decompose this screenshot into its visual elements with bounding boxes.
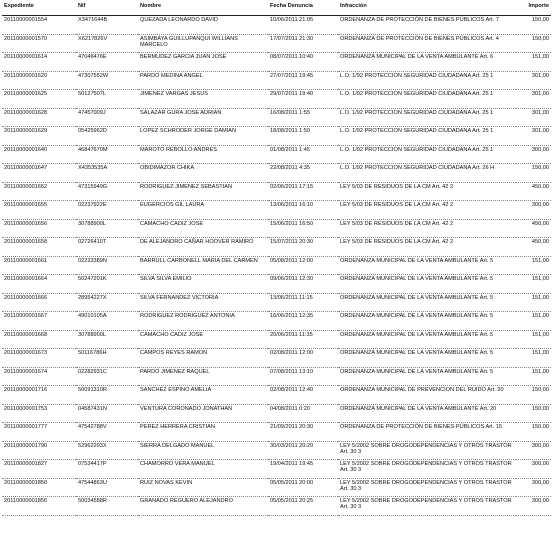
nombre-cell: SILVA FERNANDEZ VICTORIA	[138, 293, 268, 312]
table-row	[2, 108, 551, 127]
infraccion-cell: LEY 5/2002 SOBRE DROGODEPENDENCIAS Y OTROS TRASTOR Art. 30 3	[338, 441, 516, 460]
expediente-cell: 20110000001661	[2, 256, 76, 275]
importe-cell: 300,00	[516, 441, 551, 460]
nif-cell: 02223389N	[76, 256, 138, 275]
fecha-cell: 17/07/2011 21:30	[268, 34, 338, 53]
nombre-cell: VENTURA CORONADO JONATHAN	[138, 404, 268, 423]
table-row	[2, 367, 551, 386]
nif-cell: 07534417P	[76, 460, 138, 479]
table-header	[2, 2, 551, 16]
table-row	[2, 349, 551, 368]
nombre-cell: RODRIGUEZ JIMENEZ SEBASTIAN	[138, 182, 268, 201]
importe-cell: 151,00	[516, 53, 551, 72]
infraccion-cell: ORDENANZA MUNICIPAL DE LA VENTA AMBULANTE Art. 5	[338, 349, 516, 368]
fecha-cell: 16/06/2011 12:35	[268, 312, 338, 331]
fecha-cell: 19/04/2011 19:45	[268, 460, 338, 479]
nif-cell: 05425962D	[76, 127, 138, 146]
table-row	[2, 164, 551, 183]
infraccion-cell: ORDENANZA MUNICIPAL DE LA VENTA AMBULANTE Art. 20	[338, 404, 516, 423]
table-row	[2, 145, 551, 164]
importe-cell: 300,00	[516, 478, 551, 497]
expediente-cell: 20110000001856	[2, 497, 76, 516]
nif-cell: 47457009J	[76, 108, 138, 127]
importe-cell: 450,00	[516, 182, 551, 201]
importe-cell: 301,00	[516, 127, 551, 146]
table-row	[2, 53, 551, 72]
fecha-cell: 05/08/2011 12:00	[268, 256, 338, 275]
fecha-cell: 08/07/2011 10:40	[268, 53, 338, 72]
infraccion-cell: LEY 5/2002 SOBRE DROGODEPENDENCIAS Y OTROS TRASTOR Art. 30 3	[338, 478, 516, 497]
fecha-cell: 21/09/2011 20:30	[268, 423, 338, 442]
fecha-cell: 13/06/2011 16:10	[268, 201, 338, 220]
table-row	[2, 90, 551, 109]
importe-cell: 151,00	[516, 367, 551, 386]
nombre-cell: CHAMORRO VERA MANUEL	[138, 460, 268, 479]
col-header-importe: Importe	[516, 2, 551, 16]
expediente-cell: 20110000001668	[2, 330, 76, 349]
nif-cell: 47542788V	[76, 423, 138, 442]
fecha-cell: 27/07/2011 19:45	[268, 71, 338, 90]
nombre-cell: CAMACHO CADIZ JOSE	[138, 330, 268, 349]
fecha-cell: 16/08/2011 1:55	[268, 108, 338, 127]
fecha-cell: 29/07/2011 19:40	[268, 90, 338, 109]
nif-cell: 47307552W	[76, 71, 138, 90]
nombre-cell: LOPEZ SCHRODER JORGE DAMIAN	[138, 127, 268, 146]
fecha-cell: 30/03/2011 20:20	[268, 441, 338, 460]
fecha-cell: 05/05/2011 20:25	[268, 497, 338, 516]
expediente-cell: 20110000001827	[2, 460, 76, 479]
nombre-cell: OBIDIMAZOR CHIKA	[138, 164, 268, 183]
infraccion-cell: L.O. 1/92 PROTECCION SEGURIDAD CIUDADANA Art. 25 1	[338, 108, 516, 127]
infraccion-cell: ORDENANZA MUNICIPAL DE LA VENTA AMBULANTE Art. 5	[338, 312, 516, 331]
expediente-cell: 20110000001628	[2, 108, 76, 127]
table-row	[2, 460, 551, 479]
nif-cell: 50247201K	[76, 275, 138, 294]
importe-cell: 300,00	[516, 201, 551, 220]
nif-cell: 04587431N	[76, 404, 138, 423]
infraccion-cell: LEY 5/03 DE RESIDUOS DE LA CM Art. 42 2	[338, 219, 516, 238]
importe-cell: 450,00	[516, 219, 551, 238]
table-row	[2, 182, 551, 201]
infraccion-cell: LEY 5/03 DE RESIDUOS DE LA CM Art. 42 2	[338, 238, 516, 257]
importe-cell: 150,00	[516, 16, 551, 35]
infraccion-cell: L.O. 1/92 PROTECCION SEGURIDAD CIUDADANA Art. 25 1	[338, 71, 516, 90]
fecha-cell: 07/08/2011 13:10	[268, 367, 338, 386]
infraccion-cell: ORDENANZA DE PROTECCIÓN DE BIENES PÚBLICOS Art. 7	[338, 16, 516, 35]
expediente-cell: 20110000001647	[2, 164, 76, 183]
importe-cell: 151,00	[516, 256, 551, 275]
nombre-cell: RODRIGUEZ RODRIGUEZ ANTONIA	[138, 312, 268, 331]
fecha-cell: 13/06/2011 11:15	[268, 293, 338, 312]
nif-cell: 30788900L	[76, 330, 138, 349]
nif-cell: 02282931C	[76, 367, 138, 386]
expediente-cell: 20110000001790	[2, 441, 76, 460]
table-row	[2, 386, 551, 405]
nombre-cell: ASIMBAYA GUILLUPANQUI WILLIANS MARCELO	[138, 34, 268, 53]
nombre-cell: BERMUDEZ GARCIA JUAN JOSE	[138, 53, 268, 72]
nombre-cell: CAMACHO CADIZ JOSE	[138, 219, 268, 238]
fecha-cell: 01/08/2011 1:45	[268, 145, 338, 164]
importe-cell: 300,00	[516, 460, 551, 479]
fecha-cell: 02/08/2011 12:00	[268, 349, 338, 368]
fecha-cell: 15/07/2011 20:30	[268, 238, 338, 257]
importe-cell: 150,00	[516, 34, 551, 53]
fecha-cell: 02/06/2011 17:15	[268, 182, 338, 201]
expediente-cell: 20110000001620	[2, 71, 76, 90]
infraccion-cell: ORDENANZA MUNICIPAL DE LA VENTA AMBULANTE Art. 5	[338, 330, 516, 349]
nombre-cell: SIERRA DELGADO MANUEL	[138, 441, 268, 460]
expediente-cell: 20110000001716	[2, 386, 76, 405]
col-header-infraccion: Infracción	[338, 2, 516, 16]
nombre-cell: SANCHEZ ESPINO AMELIA	[138, 386, 268, 405]
expediente-cell: 20110000001640	[2, 145, 76, 164]
nombre-cell: PARDO MEDINA ANGEL	[138, 71, 268, 90]
nombre-cell: SILVA SILVA EMILIO	[138, 275, 268, 294]
table-row	[2, 293, 551, 312]
table-body	[2, 16, 551, 516]
nombre-cell: CAMPOS REYES RAMON	[138, 349, 268, 368]
nif-cell: 02726410T	[76, 238, 138, 257]
fecha-cell: 20/06/2011 11:35	[268, 330, 338, 349]
table-row	[2, 127, 551, 146]
nif-cell: 47315949G	[76, 182, 138, 201]
nombre-cell: RUIZ NOVAS KEVIN	[138, 478, 268, 497]
importe-cell: 301,00	[516, 71, 551, 90]
importe-cell: 151,00	[516, 275, 551, 294]
expediente-cell: 20110000001753	[2, 404, 76, 423]
expediente-cell: 20110000001652	[2, 182, 76, 201]
nombre-cell: JIMENEZ VARGAS JESUS	[138, 90, 268, 109]
infraccion-cell: L.O. 1/92 PROTECCION SEGURIDAD CIUDADANA Art. 26 H	[338, 164, 516, 183]
nombre-cell: PARDO JIMENEZ RAQUEL	[138, 367, 268, 386]
nombre-cell: SALAZAR GURA JOSE ADRIAN	[138, 108, 268, 127]
col-header-nombre: Nombre	[138, 2, 268, 16]
nif-cell: 47046476E	[76, 53, 138, 72]
fecha-cell: 10/06/2011 21:05	[268, 16, 338, 35]
importe-cell: 301,00	[516, 90, 551, 109]
table-row	[2, 404, 551, 423]
table-row	[2, 16, 551, 35]
expediente-cell: 20110000001614	[2, 53, 76, 72]
infraccion-cell: ORDENANZA MUNICIPAL DE LA VENTA AMBULANTE Art. 5	[338, 293, 516, 312]
importe-cell: 301,00	[516, 108, 551, 127]
infraccion-cell: ORDENANZA DE PROTECCIÓN DE BIENES PÚBLICOS Art. 4	[338, 34, 516, 53]
expediente-cell: 20110000001666	[2, 293, 76, 312]
expediente-cell: 20110000001667	[2, 312, 76, 331]
nif-cell: 50091310R	[76, 386, 138, 405]
infraccion-cell: ORDENANZA MUNICIPAL DE LA VENTA AMBULANTE Art. 5	[338, 367, 516, 386]
nif-cell: 49010105A	[76, 312, 138, 331]
fecha-cell: 05/05/2011 20:00	[268, 478, 338, 497]
importe-cell: 450,00	[516, 238, 551, 257]
expediente-cell: 20110000001850	[2, 478, 76, 497]
expediente-cell: 20110000001777	[2, 423, 76, 442]
table-row	[2, 34, 551, 53]
expediente-cell: 20110000001629	[2, 127, 76, 146]
col-header-nif: Nif	[76, 2, 138, 16]
nombre-cell: PEREZ HERRERA CRISTIAN	[138, 423, 268, 442]
expediente-cell: 20110000001554	[2, 16, 76, 35]
table-row	[2, 201, 551, 220]
nombre-cell: MAROTO REBOLLO ANDRES	[138, 145, 268, 164]
infraccion-cell: L.O. 1/92 PROTECCION SEGURIDAD CIUDADANA Art. 25 1	[338, 127, 516, 146]
importe-cell: 150,00	[516, 386, 551, 405]
table-row	[2, 478, 551, 497]
table-row	[2, 497, 551, 516]
infractions-table	[2, 2, 551, 516]
fecha-cell: 15/06/2011 16:50	[268, 219, 338, 238]
expediente-cell: 20110000001656	[2, 219, 76, 238]
nif-cell: 47544863U	[76, 478, 138, 497]
nif-cell: 28954227X	[76, 293, 138, 312]
table-row	[2, 71, 551, 90]
importe-cell: 151,00	[516, 330, 551, 349]
infractions-sheet	[2, 2, 551, 516]
nombre-cell: GRANADO REGUERO ALEJANDRO	[138, 497, 268, 516]
table-row	[2, 423, 551, 442]
infraccion-cell: ORDENANZA MUNICIPAL DE PREVENCION DEL RUIDO Art. 20	[338, 386, 516, 405]
nif-cell: 50116786H	[76, 349, 138, 368]
expediente-cell: 20110000001655	[2, 201, 76, 220]
nif-cell: 02237922E	[76, 201, 138, 220]
table-row	[2, 330, 551, 349]
importe-cell: 150,00	[516, 423, 551, 442]
infraccion-cell: ORDENANZA MUNICIPAL DE LA VENTA AMBULANTE Art. 5	[338, 275, 516, 294]
nombre-cell: BARRULL CARBONELL MARIA DEL CARMEN	[138, 256, 268, 275]
table-row	[2, 256, 551, 275]
expediente-cell: 20110000001625	[2, 90, 76, 109]
infraccion-cell: LEY 5/2002 SOBRE DROGODEPENDENCIAS Y OTROS TRASTOR Art. 30 3	[338, 460, 516, 479]
importe-cell: 300,00	[516, 497, 551, 516]
expediente-cell: 20110000001673	[2, 349, 76, 368]
table-row	[2, 312, 551, 331]
nif-cell: 52962203X	[76, 441, 138, 460]
fecha-cell: 18/08/2011 1:50	[268, 127, 338, 146]
header-row	[2, 2, 551, 16]
importe-cell: 151,00	[516, 293, 551, 312]
importe-cell: 150,00	[516, 164, 551, 183]
fecha-cell: 09/06/2011 12:30	[268, 275, 338, 294]
col-header-fecha: Fecha Denuncia	[268, 2, 338, 16]
nif-cell: 50127507L	[76, 90, 138, 109]
nombre-cell: DE ALEJANDRO CAÑAR HOOVER RAMIRO	[138, 238, 268, 257]
infraccion-cell: ORDENANZA MUNICIPAL DE LA VENTA AMBULANTE Art. 6	[338, 53, 516, 72]
nif-cell: X6217826V	[76, 34, 138, 53]
infraccion-cell: LEY 5/03 DE RESIDUOS DE LA CM Art. 42 2	[338, 182, 516, 201]
infraccion-cell: LEY 5/2002 SOBRE DROGODEPENDENCIAS Y OTROS TRASTOR Art. 30 3	[338, 497, 516, 516]
table-row	[2, 238, 551, 257]
nif-cell: 50034588R	[76, 497, 138, 516]
col-header-expediente: Expediente	[2, 2, 76, 16]
expediente-cell: 20110000001674	[2, 367, 76, 386]
expediente-cell: 20110000001658	[2, 238, 76, 257]
nif-cell: 46847670M	[76, 145, 138, 164]
infraccion-cell: ORDENANZA MUNICIPAL DE LA VENTA AMBULANTE Art. 5	[338, 256, 516, 275]
table-row	[2, 275, 551, 294]
infraccion-cell: L.O. 1/92 PROTECCION SEGURIDAD CIUDADANA Art. 25 1	[338, 90, 516, 109]
infraccion-cell: ORDENANZA DE PROTECCIÓN DE BIENES PÚBLICOS Art. 15	[338, 423, 516, 442]
infraccion-cell: L.O. 1/92 PROTECCION SEGURIDAD CIUDADANA Art. 25 1	[338, 145, 516, 164]
importe-cell: 151,00	[516, 349, 551, 368]
nif-cell: X4353535A	[76, 164, 138, 183]
expediente-cell: 20110000001664	[2, 275, 76, 294]
nombre-cell: EUGERCIOS GIL LAURA	[138, 201, 268, 220]
fecha-cell: 02/08/2011 12:40	[268, 386, 338, 405]
nif-cell: X3471644B	[76, 16, 138, 35]
importe-cell: 150,00	[516, 404, 551, 423]
infraccion-cell: LEY 5/03 DE RESIDUOS DE LA CM Art. 42 2	[338, 201, 516, 220]
importe-cell: 151,00	[516, 312, 551, 331]
fecha-cell: 04/08/2011 0:20	[268, 404, 338, 423]
fecha-cell: 22/08/2011 4:35	[268, 164, 338, 183]
table-row	[2, 441, 551, 460]
importe-cell: 300,00	[516, 145, 551, 164]
expediente-cell: 20110000001570	[2, 34, 76, 53]
table-row	[2, 219, 551, 238]
nombre-cell: QUEZADA LEONARDO DAVID	[138, 16, 268, 35]
nif-cell: 30788900L	[76, 219, 138, 238]
